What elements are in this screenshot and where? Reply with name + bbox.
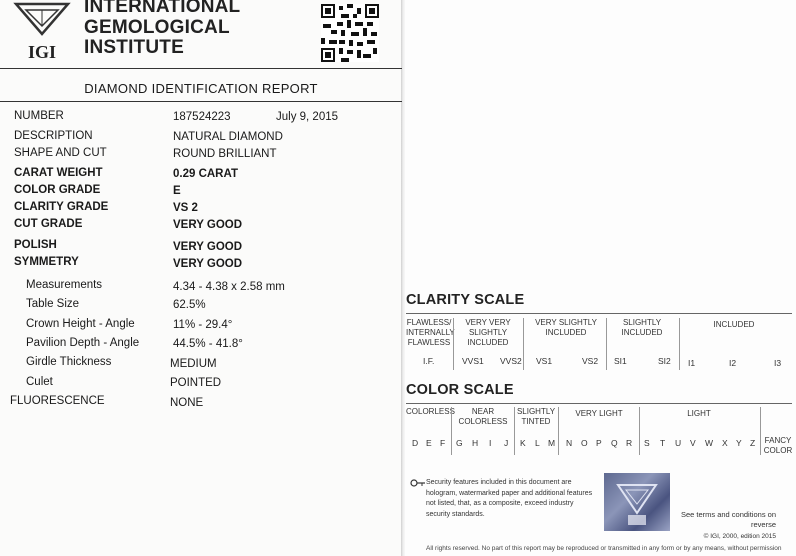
value-fluorescence: NONE (170, 397, 204, 409)
color-grade-o: O (581, 438, 588, 448)
clarity-group-si: SLIGHTLY INCLUDED (621, 318, 663, 337)
clarity-group-vs: VERY SLIGHTLY INCLUDED (535, 318, 597, 337)
clarity-grade-vvs2: VVS2 (500, 356, 522, 366)
copyright-text: © IGI, 2000, edition 2015 (703, 533, 776, 540)
color-grade-y: Y (736, 438, 742, 448)
color-grade-d: D (412, 438, 419, 448)
label-pavilion-depth: Pavilion Depth - Angle (26, 337, 140, 349)
value-shape-cut: ROUND BRILLIANT (173, 148, 277, 160)
clarity-scale-rule (406, 313, 792, 314)
color-grade-l: L (535, 438, 540, 448)
clarity-divider (679, 318, 680, 370)
hologram-icon (604, 473, 670, 531)
color-grade-s: S (644, 438, 650, 448)
clarity-divider (453, 318, 454, 370)
label-shape-cut: SHAPE AND CUT (14, 147, 107, 159)
value-number: 187524223 (173, 111, 231, 123)
clarity-scale-title: CLARITY SCALE (406, 292, 525, 308)
clarity-divider (606, 318, 607, 370)
value-table-size: 62.5% (173, 299, 206, 311)
security-features-text: Security features included in this document are hologram, watermarked paper and additional features not listed, that, as a composite, exceed industry security standards. (426, 479, 593, 518)
clarity-grade-si2: SI2 (658, 356, 671, 366)
color-grade-k: K (520, 438, 526, 448)
color-divider (639, 407, 640, 455)
color-grade-p: P (596, 438, 602, 448)
color-group-slightly-tinted: SLIGHTLY TINTED (516, 407, 556, 426)
value-cut-grade: VERY GOOD (173, 219, 243, 231)
label-table-size: Table Size (26, 298, 80, 310)
value-girdle-thickness: MEDIUM (170, 358, 217, 370)
clarity-grade-if: I.F. (423, 356, 435, 366)
color-grade-q: Q (611, 438, 618, 448)
color-scale-rule (406, 403, 792, 404)
institute-line1: INTERNATIONAL (84, 0, 241, 17)
value-color-grade: E (173, 185, 181, 197)
value-pavilion-depth: 44.5% - 41.8° (173, 338, 243, 350)
color-grade-z: Z (750, 438, 756, 448)
clarity-group-vvs: VERY VERY SLIGHTLY INCLUDED (465, 318, 511, 347)
color-divider (451, 407, 452, 455)
clarity-grade-i3: I3 (774, 358, 782, 368)
color-grade-e: E (426, 438, 432, 448)
color-divider (558, 407, 559, 455)
value-polish: VERY GOOD (173, 241, 243, 253)
color-group-near-colorless: NEAR COLORLESS (458, 407, 508, 426)
value-carat-weight: 0.29 CARAT (173, 168, 238, 180)
color-grade-x: X (722, 438, 728, 448)
report-title: DIAMOND IDENTIFICATION REPORT (84, 81, 318, 96)
clarity-group-flawless: FLAWLESS/ INTERNALLY FLAWLESS (406, 318, 455, 347)
label-symmetry: SYMMETRY (14, 256, 79, 268)
color-grade-f: F (440, 438, 446, 448)
clarity-divider (523, 318, 524, 370)
clarity-grade-si1: SI1 (614, 356, 627, 366)
clarity-group-included: INCLUDED (713, 320, 755, 329)
color-grade-h: H (472, 438, 479, 448)
value-measurements: 4.34 - 4.38 x 2.58 mm (173, 281, 285, 293)
value-clarity-grade: VS 2 (173, 202, 198, 214)
institute-name (84, 0, 240, 59)
value-description: NATURAL DIAMOND (173, 131, 283, 143)
terms-text: See terms and conditions on reverse (680, 510, 776, 529)
label-measurements: Measurements (26, 279, 103, 291)
label-color-grade: COLOR GRADE (14, 184, 101, 196)
color-divider (760, 407, 761, 455)
value-culet: POINTED (170, 377, 222, 389)
institute-line2: GEMOLOGICAL (84, 16, 230, 38)
color-group-colorless: COLORLESS (406, 407, 455, 416)
label-carat-weight: CARAT WEIGHT (14, 167, 103, 179)
color-grade-r: R (626, 438, 633, 448)
color-grade-m: M (548, 438, 556, 448)
color-scale-title: COLOR SCALE (406, 382, 514, 398)
clarity-grade-vs1: VS1 (536, 356, 553, 366)
clarity-grade-vvs1: VVS1 (462, 356, 484, 366)
color-grade-t: T (660, 438, 666, 448)
report-date: July 9, 2015 (276, 111, 339, 123)
igi-logo-icon (12, 0, 74, 62)
label-culet: Culet (26, 376, 53, 388)
label-fluorescence: FLUORESCENCE (10, 395, 105, 407)
color-grade-j: J (504, 438, 509, 448)
color-group-very-light: VERY LIGHT (575, 409, 623, 418)
header-divider (0, 68, 402, 69)
clarity-grade-i2: I2 (729, 358, 737, 368)
color-group-fancy: FANCY COLOR (763, 436, 793, 455)
color-grade-i: I (489, 438, 492, 448)
label-polish: POLISH (14, 239, 57, 251)
label-girdle-thickness: Girdle Thickness (26, 356, 112, 368)
color-grade-g: G (456, 438, 463, 448)
scales-panel (404, 0, 796, 556)
institute-line3: INSTITUTE (84, 37, 184, 58)
logo-text: IGI (27, 42, 57, 62)
key-icon (410, 478, 426, 488)
color-divider (514, 407, 515, 455)
title-divider (0, 101, 402, 102)
label-clarity-grade: CLARITY GRADE (14, 201, 109, 213)
color-grade-v: V (690, 438, 696, 448)
clarity-grade-vs2: VS2 (582, 356, 599, 366)
label-number: NUMBER (14, 110, 64, 122)
value-crown-height: 11% - 29.4° (173, 319, 233, 331)
qr-code-icon (321, 4, 379, 62)
label-description: DESCRIPTION (14, 130, 93, 142)
color-grade-u: U (675, 438, 682, 448)
color-group-light: LIGHT (687, 409, 711, 418)
label-cut-grade: CUT GRADE (14, 218, 83, 230)
color-grade-n: N (566, 438, 573, 448)
label-crown-height: Crown Height - Angle (26, 318, 135, 330)
value-symmetry: VERY GOOD (173, 258, 243, 270)
clarity-grade-i1: I1 (688, 358, 696, 368)
color-grade-w: W (705, 438, 714, 448)
rights-reserved-text: All rights reserved. No part of this report may be reproduced or transmitted in any form or by any means, without permission (426, 545, 782, 552)
